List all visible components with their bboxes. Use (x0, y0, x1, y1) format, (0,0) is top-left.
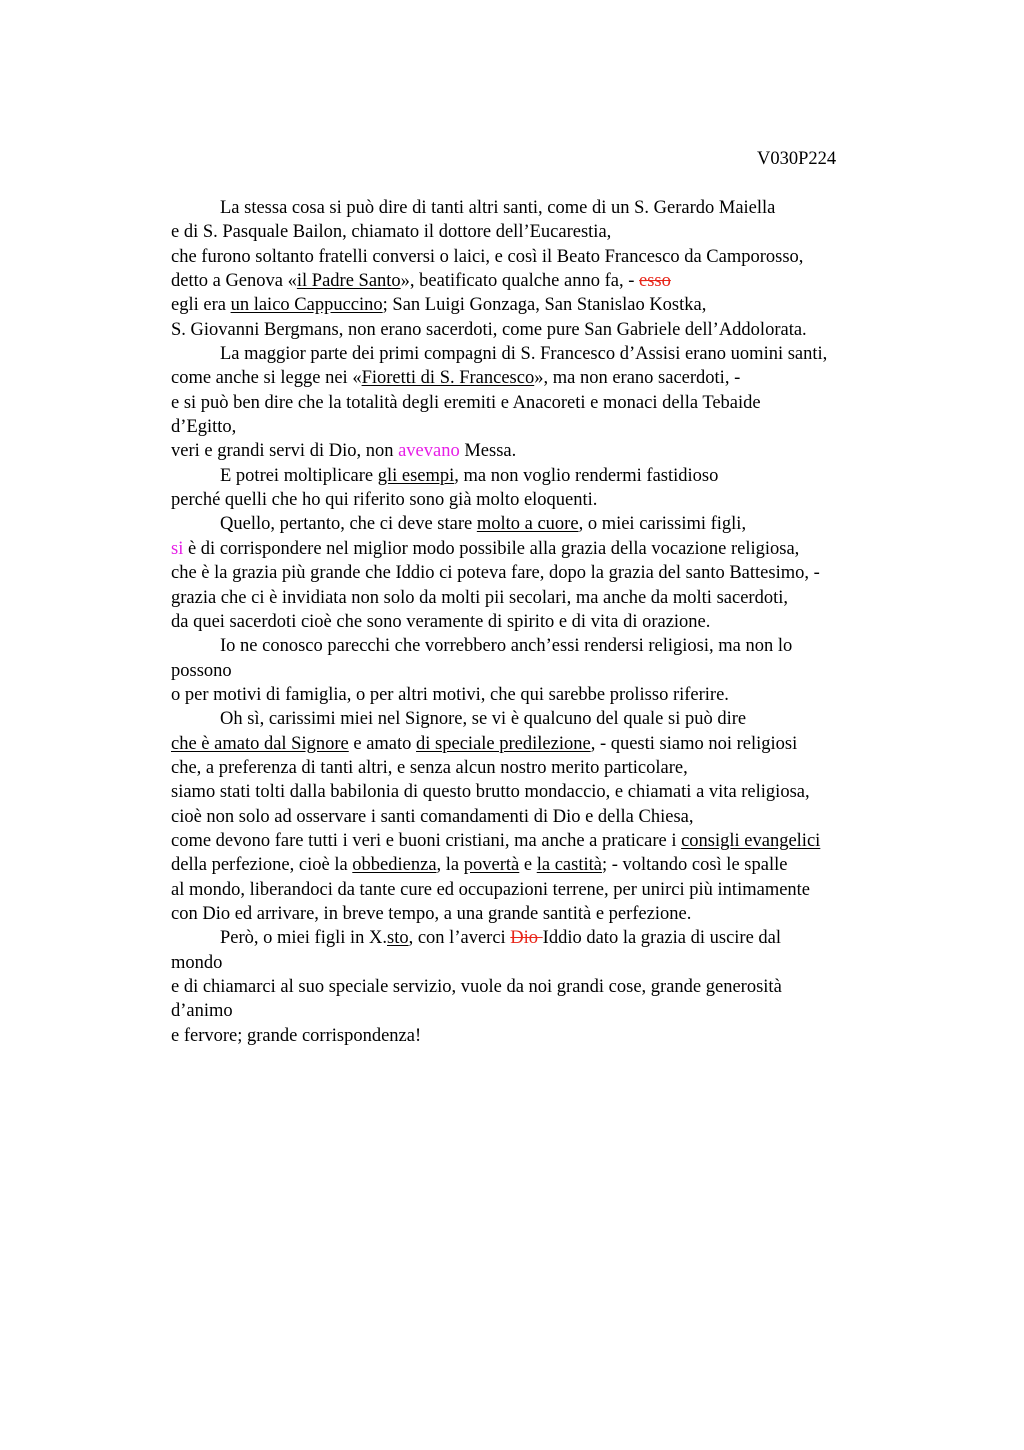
text-segment: egli era (171, 295, 231, 316)
text-line (171, 439, 911, 463)
text-segment: che furono soltanto fratelli conversi o laici, e così il Beato Francesco da Camporosso, (171, 246, 804, 267)
underlined-text: povertà (463, 855, 520, 876)
text-segment: e fervore; grande corrispondenza! (171, 1025, 422, 1046)
underlined-text: molto a cuore (476, 514, 579, 535)
text-segment: e (519, 855, 537, 876)
text-segment: della perfezione, cioè la (171, 855, 353, 876)
text-line (171, 220, 911, 244)
text-line (171, 561, 911, 585)
underlined-text: gli esempi (377, 465, 455, 486)
text-line (171, 512, 911, 536)
text-segment: come devono fare tutti i veri e buoni cristiani, ma anche a praticare i (171, 830, 682, 851)
text-line (171, 805, 911, 829)
document-body (171, 196, 911, 1048)
text-line (171, 975, 911, 999)
underlined-text: obbedienza (352, 855, 437, 876)
text-line (171, 951, 911, 975)
underlined-text: un laico Cappuccino (230, 295, 383, 316)
text-line (171, 366, 911, 390)
text-segment: Però, o miei figli in X. (220, 928, 387, 949)
text-segment: perché quelli che ho qui riferito sono già molto eloquenti. (171, 490, 598, 511)
text-line (171, 391, 911, 415)
text-line (171, 829, 911, 853)
text-line (171, 318, 911, 342)
text-line (171, 634, 911, 658)
text-segment: ; San Luigi Gonzaga, San Stanislao Kostka, (382, 295, 707, 316)
text-line (171, 610, 911, 634)
text-segment: », ma non erano sacerdoti, - (534, 368, 741, 389)
text-line (171, 488, 911, 512)
underlined-text: il Padre Santo (296, 271, 401, 292)
text-segment: Quello, pertanto, che ci deve stare (220, 514, 477, 535)
text-segment: La maggior parte dei primi compagni di S. Francesco d’Assisi erano uomini santi, (220, 344, 828, 365)
text-line (171, 659, 911, 683)
text-segment: e amato (348, 733, 417, 754)
text-line (171, 245, 911, 269)
text-segment: », beatificato qualche anno fa, - (400, 271, 640, 292)
text-segment: e si può ben dire che la totalità degli eremiti e Anacoreti e monaci della Tebaide (171, 392, 761, 413)
page-code: V030P224 (757, 149, 837, 169)
text-segment: La stessa cosa si può dire di tanti altri santi, come di un S. Gerardo Maiella (220, 198, 776, 218)
text-segment: o per motivi di famiglia, o per altri motivi, che qui sarebbe prolisso riferire. (171, 684, 729, 705)
text-segment: come anche si legge nei « (171, 368, 362, 389)
text-segment: cioè non solo ad osservare i santi comandamenti di Dio e della Chiesa, (171, 806, 694, 827)
text-segment: d’Egitto, (171, 417, 237, 438)
text-line (171, 537, 911, 561)
text-line (171, 707, 911, 731)
text-segment: , con l’averci (408, 928, 511, 949)
text-segment: da quei sacerdoti cioè che sono veramente di spirito e di vita di orazione. (171, 611, 711, 632)
text-line (171, 342, 911, 366)
text-segment: , - questi siamo noi religiosi (590, 733, 798, 754)
text-segment: veri e grandi servi di Dio, non (171, 441, 399, 462)
text-line (171, 780, 911, 804)
text-segment: Iddio dato la grazia di uscire dal (542, 928, 782, 949)
text-segment: S. Giovanni Bergmans, non erano sacerdoti, come pure San Gabriele dell’Addolorata. (171, 319, 807, 340)
text-line (171, 999, 911, 1023)
underlined-text: Fioretti di S. Francesco (361, 368, 535, 389)
text-segment: con Dio ed arrivare, in breve tempo, a una grande santità e perfezione. (171, 903, 692, 924)
text-segment: E potrei moltiplicare (220, 465, 378, 486)
text-segment: mondo (171, 952, 223, 973)
text-line (171, 196, 911, 220)
text-segment: ; - voltando così le spalle (601, 855, 788, 876)
text-segment: Oh sì, carissimi miei nel Signore, se vi è qualcuno del quale si può dire (220, 709, 747, 730)
text-segment: detto a Genova « (171, 271, 297, 292)
text-segment: Io ne conosco parecchi che vorrebbero anch’essi rendersi religiosi, ma non lo (220, 636, 793, 657)
text-line (171, 269, 911, 293)
text-line (171, 853, 911, 877)
text-line (171, 586, 911, 610)
text-line (171, 732, 911, 756)
underlined-text: che è amato dal Signore (171, 733, 349, 754)
text-segment: , ma non voglio rendermi fastidioso (454, 465, 719, 486)
underlined-text: sto (387, 928, 409, 949)
text-line (171, 878, 911, 902)
text-segment: d’animo (171, 1001, 233, 1022)
text-segment: , o miei carissimi figli, (578, 514, 747, 535)
text-line (171, 1024, 911, 1048)
text-line (171, 293, 911, 317)
text-line (171, 926, 911, 950)
text-segment: , la (436, 855, 464, 876)
text-segment: che è la grazia più grande che Iddio ci poteva fare, dopo la grazia del santo Battesimo, - (171, 563, 820, 584)
text-line (171, 756, 911, 780)
underlined-text: consigli evangelici (681, 830, 821, 851)
text-segment: possono (171, 660, 232, 681)
inserted-text: avevano (398, 441, 460, 462)
text-line (171, 902, 911, 926)
text-segment: siamo stati tolti dalla babilonia di questo brutto mondaccio, e chiamati a vita religiosa, (171, 782, 810, 803)
deleted-text: esso (639, 271, 671, 292)
underlined-text: di speciale predilezione (416, 733, 591, 754)
underlined-text: la castità (536, 855, 602, 876)
text-segment: Messa. (459, 441, 517, 462)
deleted-text: Dio (510, 928, 543, 949)
text-segment: grazia che ci è invidiata non solo da molti pii secolari, ma anche da molti sacerdoti, (171, 587, 788, 608)
text-segment: al mondo, liberandoci da tante cure ed occupazioni terrene, per unirci più intimamente (171, 879, 811, 900)
inserted-text: si (171, 538, 184, 559)
text-line (171, 415, 911, 439)
text-line (171, 683, 911, 707)
text-segment: è di corrispondere nel miglior modo possibile alla grazia della vocazione religiosa, (183, 538, 800, 559)
text-segment: e di chiamarci al suo speciale servizio, vuole da noi grandi cose, grande generosità (171, 977, 782, 997)
text-segment: e di S. Pasquale Bailon, chiamato il dottore dell’Eucarestia, (171, 222, 612, 243)
text-line (171, 464, 911, 488)
text-segment: che, a preferenza di tanti altri, e senza alcun nostro merito particolare, (171, 757, 688, 778)
